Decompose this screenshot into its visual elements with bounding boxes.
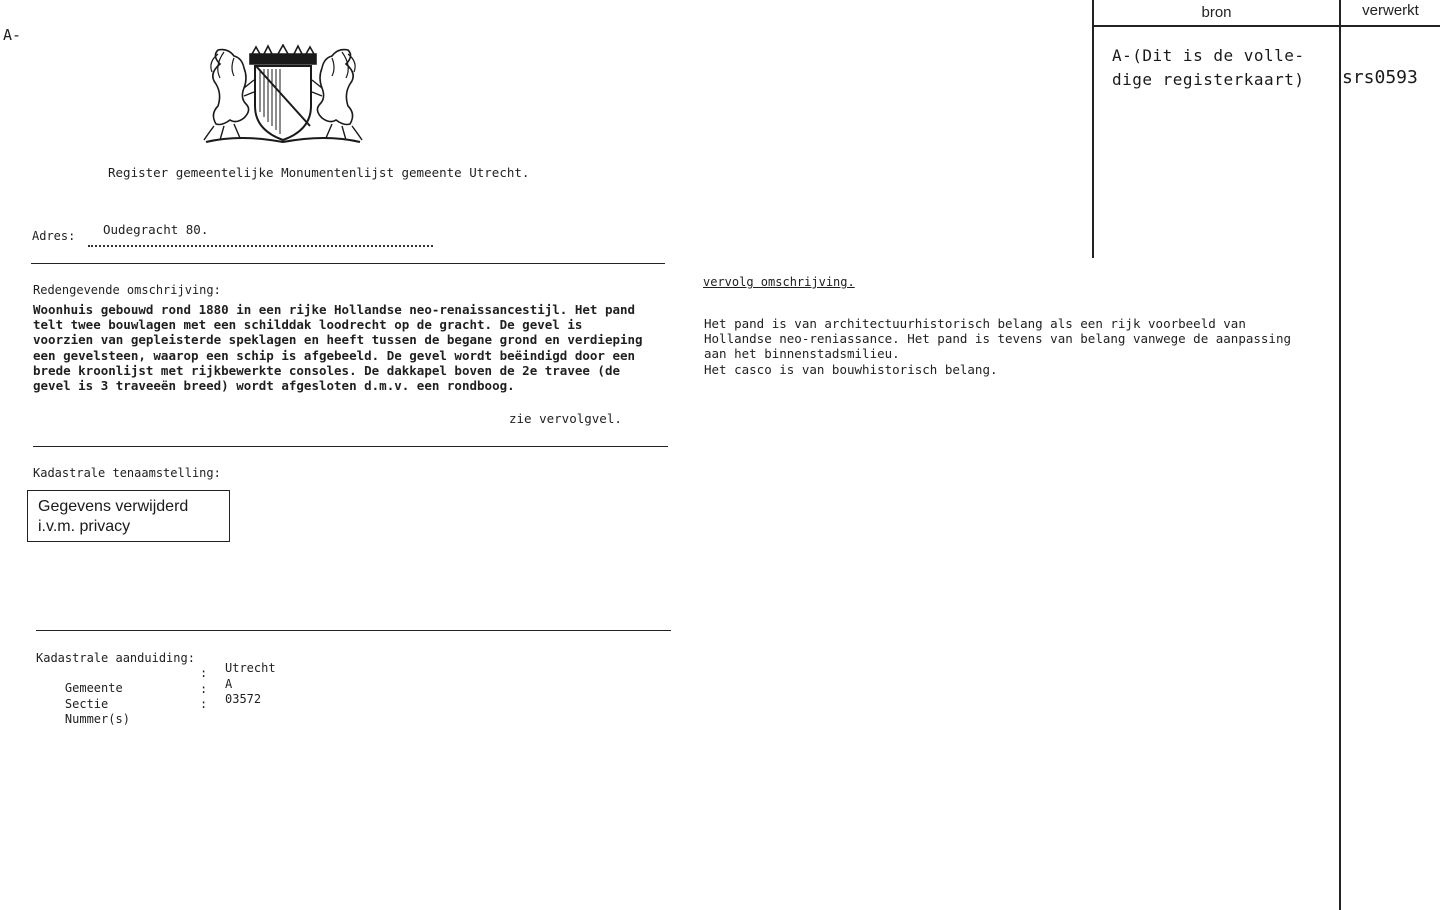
divider-1 (31, 263, 665, 264)
verwerkt-left-border (1339, 0, 1341, 910)
address-value: Oudegracht 80. (103, 222, 209, 237)
colon: : (200, 682, 208, 696)
description-body: Woonhuis gebouwd rond 1880 in een rijke Hollandse neo-renaissancestijl. Het pand telt twee bouwlagen met een schilddak loodrecht op de gracht. De gevel is voorzien van gepleisterde speklagen en heeft tussen de begane grond en verdieping een gevelsteen, waarop een schip is afgebeeld. De gevel wordt beëindigd door een brede kroonlijst met rijkbewerkte consoles. De dakkapel boven de 2e travee (de gevel is 3 traveeën breed) wordt afgesloten d.m.v. een rondboog. (33, 302, 643, 394)
address-label: Adres: (32, 229, 76, 243)
header-rule (1092, 25, 1440, 27)
corner-label: A- (3, 26, 22, 44)
coat-of-arms-icon (200, 44, 366, 146)
continuation-heading: vervolg omschrijving. (703, 275, 855, 289)
bron-left-border (1092, 0, 1094, 258)
description-heading: Redengevende omschrijving: (33, 283, 221, 297)
cadastral-value: A (225, 677, 233, 691)
cadastral-row-nummers (36, 697, 130, 742)
bron-text: A-(Dit is de volle- dige registerkaart) (1112, 46, 1305, 89)
verwerkt-header: verwerkt (1362, 2, 1419, 19)
continuation-body: Het pand is van architectuurhistorisch belang als een rijk voorbeeld van Hollandse neo-reniassance. Het pand is tevens van belang vanwege de aanpassing aan het binnenstadsmilieu. Het casco is van bouwhistorisch belang. (704, 316, 1291, 377)
privacy-notice: Gegevens verwijderd i.v.m. privacy (38, 498, 189, 535)
cadastral-label: Nummer(s) (64, 712, 130, 726)
verwerkt-code: srs0593 (1342, 67, 1418, 88)
bron-header: bron (1201, 4, 1232, 21)
privacy-notice-box (27, 490, 230, 542)
cadastral-label: Sectie (64, 697, 109, 711)
colon: : (200, 666, 208, 680)
document-title: Register gemeentelijke Monumentenlijst gemeente Utrecht. (108, 165, 530, 180)
cadastral-value: Utrecht (225, 661, 276, 675)
colon: : (200, 697, 208, 711)
cadastral-designation-heading: Kadastrale aanduiding: (36, 651, 195, 665)
cadastral-label: Gemeente (64, 681, 123, 695)
divider-3 (36, 630, 671, 631)
continued-note: zie vervolgvel. (509, 411, 622, 426)
divider-2 (33, 446, 668, 447)
cadastral-value: 03572 (225, 692, 262, 706)
cadastral-owner-heading: Kadastrale tenaamstelling: (33, 466, 221, 480)
